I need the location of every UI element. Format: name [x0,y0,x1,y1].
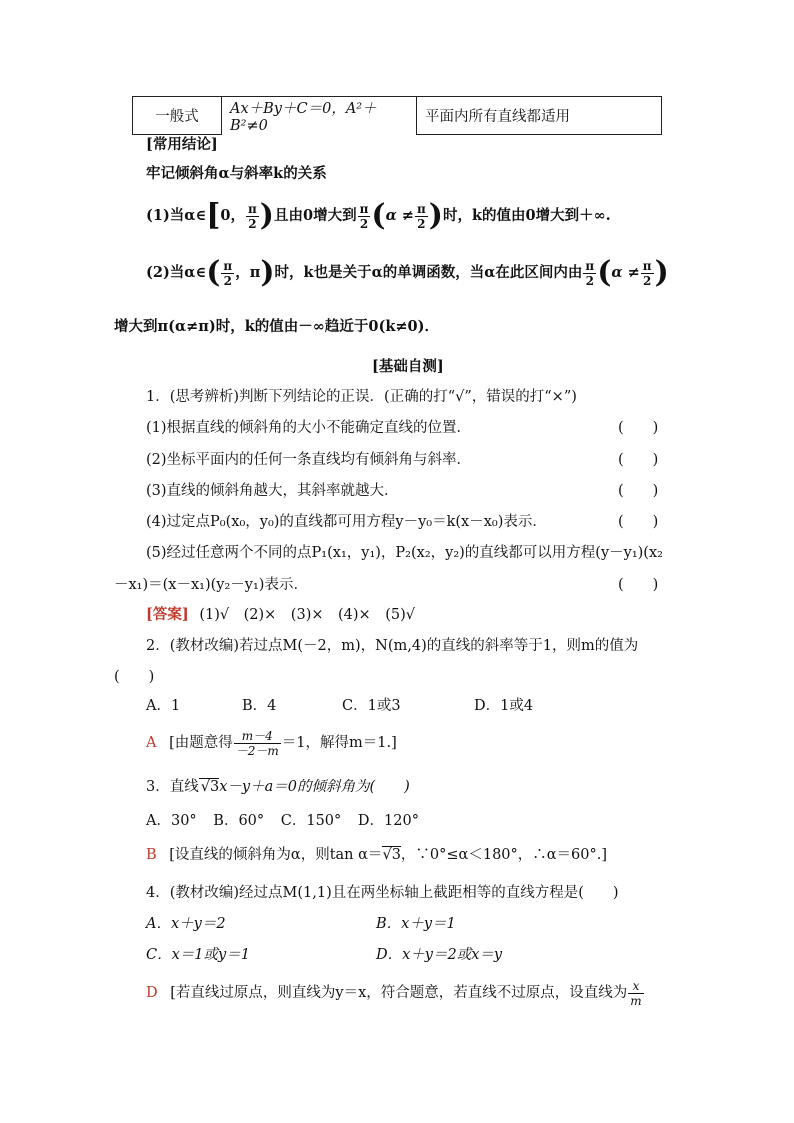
c1-mid: 且由0增大到 [274,207,357,224]
c1-prefix: (1)当α∈ [146,207,207,224]
q4-frac-den: m [630,993,642,1008]
c2-alpha-ne: α ≠ [611,264,640,281]
q2-frac-num: m－4 [234,729,281,744]
q4-stem: 4．(教材改编)经过点M(1,1)且在两坐标轴上截距相等的直线方程是( ) [146,885,619,901]
q1-item-2: (2)坐标平面内的任何一条直线均有倾斜角与斜率． [146,452,472,468]
form-scope-cell: 平面内所有直线都适用 [417,97,662,135]
q1-item-5-line2: －x₁)＝(x－x₁)(y₂－y₁)表示． [114,577,308,593]
q2-sol-pre: [由题意得 [169,735,233,751]
q2-option-a: A．1 [146,698,181,714]
c1-two-3: 2 [417,216,426,231]
q3-sqrt-value-2: 3 [391,847,401,863]
sqrt-symbol-2: √3 [382,847,401,863]
q1-answer [146,603,415,624]
q3-sol-pre: [设直线的倾斜角为α，则tan α＝ [169,847,383,863]
c1-suffix: 时，k的值由0增大到＋∞. [442,207,611,224]
q4-option-c: C．x＝1或y＝1 [146,947,250,963]
q2-paren: ( ) [114,669,155,685]
section-common-conclusions: [常用结论] [146,136,218,153]
q1-item-4: (4)过定点P₀(x₀，y₀)的直线都可用方程y－y₀＝k(x－x₀)表示． [146,514,547,530]
c2-pi-3: π [642,258,652,273]
q1-paren-2: ( ) [618,452,659,468]
answer-label: [答案] [146,606,189,623]
c1-pi: π [248,201,257,216]
q1-paren-4: ( ) [618,514,659,530]
q4-option-b: B．x＋y＝1 [376,916,456,932]
q3-stem-pre: 3．直线 [146,779,199,795]
conclusion-1: (1)当α∈[0， $\frac{\pi}{2}$ )且由0增大到 $\frac{\pi}{2}$ (α ≠ $\frac{\pi}{2}$ )时，k的值由0增大到＋∞. [146,198,611,233]
q3-sol-post: ，∵0°≤α＜180°，∴α＝60°.] [400,847,608,863]
c2-pi-2: π [585,258,595,273]
c1-pi-3: π [416,201,426,216]
q3-options [146,809,419,830]
form-name-cell: 一般式 [133,97,222,135]
q4-solution [146,976,645,1010]
q3-option-b: B．60° [213,813,265,829]
q3-option-c: C．150° [280,813,342,829]
c1-two-2: 2 [359,216,369,231]
c1-alpha-ne: α ≠ [385,207,414,224]
q4-option-d: D．x＋y＝2或x＝y [376,947,503,963]
q1-paren-5: ( ) [618,577,659,593]
q3-solution [146,843,607,864]
q4-option-a: A．x＋y＝2 [146,916,226,932]
sqrt-symbol: √3 [200,779,220,795]
conclusion-2: (2)当α∈( $\frac{\pi}{2}$ ，π)时，k也是关于α的单调函数，当α在此区间内由 $\frac{\pi}{2}$ (α ≠ $\frac{\pi}{2}$ ) [146,255,669,290]
q3-stem [146,775,410,796]
q3-sqrt-value: 3 [209,779,220,795]
q4-answer-letter: D [146,985,158,1001]
c2-two-3: 2 [642,273,652,288]
q2-solution [146,726,397,760]
c2-prefix: (2)当α∈ [146,264,207,281]
q1-paren-3: ( ) [618,483,659,499]
q3-option-a: A．30° [146,813,197,829]
c2-two-2: 2 [585,273,594,288]
remember-heading: 牢记倾斜角α与斜率k的关系 [146,165,327,182]
q2-stem: 2．(教材改编)若过点M(－2，m)，N(m,4)的直线的斜率等于1，则m的值为 [146,638,639,654]
c2-pi: π [223,258,233,273]
q2-option-d: D．1或4 [474,698,534,714]
c2-mid: 时，k也是关于α的单调函数，当α在此区间内由 [274,264,583,281]
q1-item-5-line1: (5)经过任意两个不同的点P₁(x₁，y₁)，P₂(x₂，y₂)的直线都可以用方程(y－y₁)(x₂ [146,545,663,561]
c2-comma-pi: ，π [235,264,261,281]
q2-sol-post: ＝1，解得m＝1.] [281,735,397,751]
conclusion-2-line2: 增大到π(α≠π)时，k的值由－∞趋近于0(k≠0)． [114,318,439,335]
q2-frac-den: －2－m [235,743,279,758]
q4-sol: [若直线过原点，则直线为y＝x，符合题意，若直线不过原点，设直线为 [170,985,628,1001]
c1-two: 2 [248,216,257,231]
form-equation-cell: Ax＋By＋C＝0，A²＋B²≠0 [222,97,417,135]
c1-pi-2: π [359,201,369,216]
q3-stem-post: x－y＋a＝0的倾斜角为( ) [219,779,410,795]
section-basic-self-test: [基础自测] [372,358,444,375]
q1-stem: 1．(思考辨析)判断下列结论的正误．(正确的打“√”，错误的打“×”) [146,389,577,405]
answer-text: (1)√ (2)× (3)× (4)× (5)√ [199,607,415,623]
c1-zero: 0， [220,207,245,224]
q2-option-b: B．4 [242,698,277,714]
q1-item-1: (1)根据直线的倾斜角的大小不能确定直线的位置． [146,420,472,436]
c2-two: 2 [223,273,232,288]
q3-answer-letter: B [146,847,157,863]
q4-frac-num: x [628,979,643,994]
q2-option-c: C．1或3 [342,698,401,714]
q1-item-3: (3)直线的倾斜角越大，其斜率就越大． [146,483,399,499]
q2-answer-letter: A [146,735,157,751]
general-form-table [132,96,662,135]
q1-paren-1: ( ) [618,420,659,436]
q3-option-d: D．120° [357,813,419,829]
table-row [133,97,662,135]
